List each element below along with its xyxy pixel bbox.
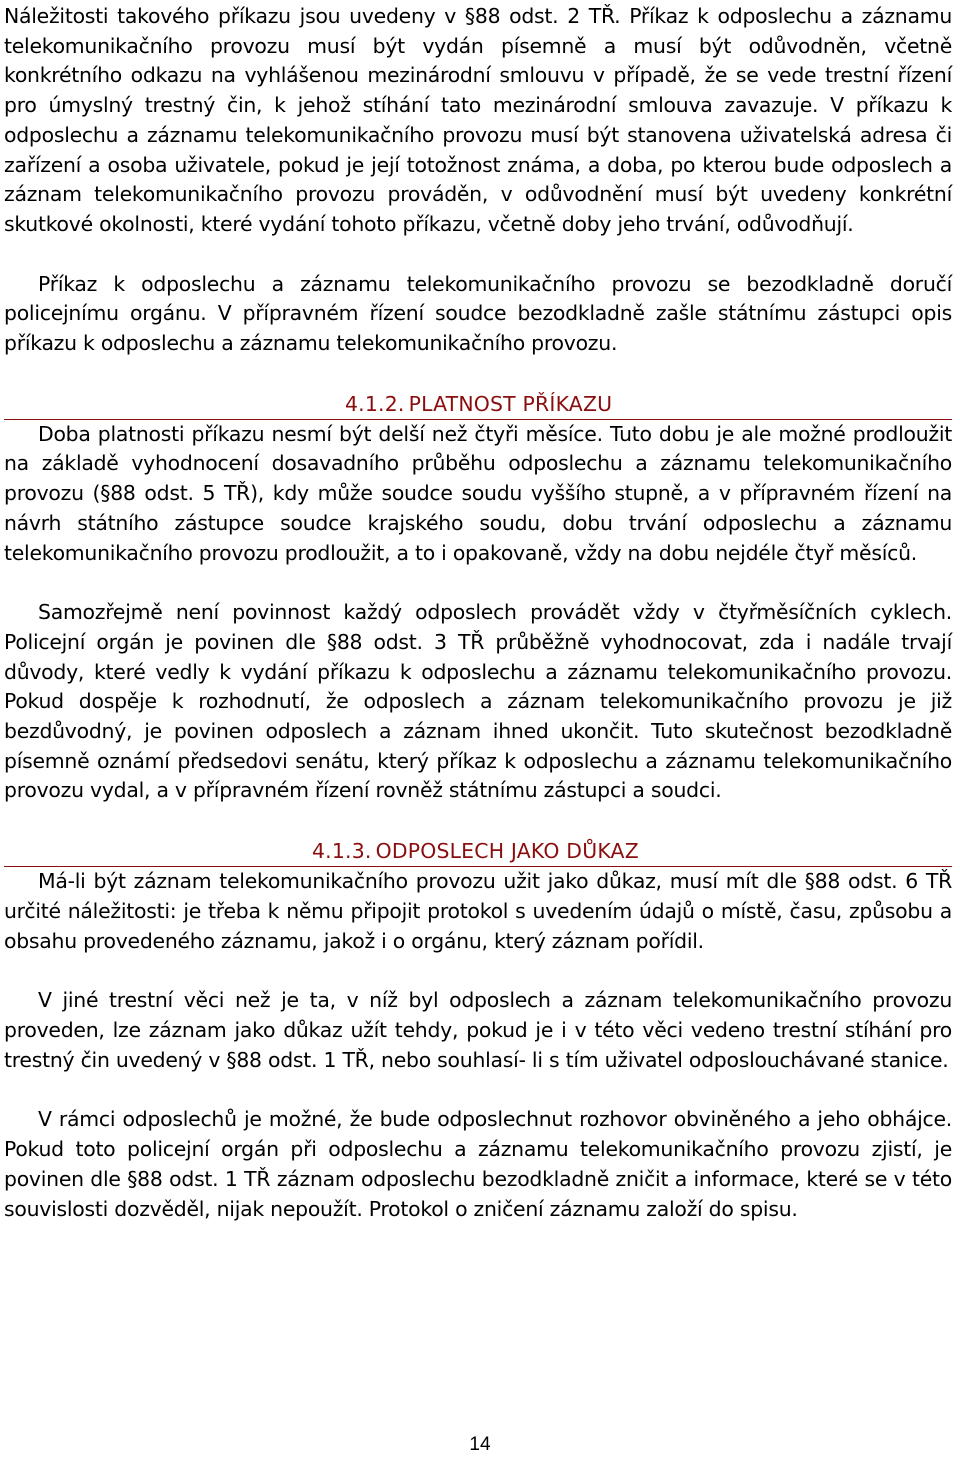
heading-title: PLATNOST PŘÍKAZU (408, 391, 613, 416)
paragraph-text: Doba platnosti příkazu nesmí být delší než čtyři měsíce. Tuto dobu je ale možné prodloužit na základě vyhodnocení dosavadního průběhu odposlechu a záznamu telekomunikačního provozu (§88 odst. 5 TŘ), kdy může soudce soudu vyššího stupně, a v přípravném řízení na návrh státního zástupce soudce krajského soudu, dobu trvání odposlechu a záznamu telekomunikačního provozu prodloužit, a to i opakovaně, vždy na dobu nejdéle čtyř měsíců. (4, 421, 952, 565)
page-number: 14 (469, 1434, 491, 1455)
paragraph-text: V rámci odposlechů je možné, že bude odposlechnut rozhovor obviněného a jeho obhájce. Pokud toto policejní orgán při odposlechu a záznamu telekomunikačního provozu zjistí, je povinen dle §88 odst. 1 TŘ záznam odposlechu bezodkladně zničit a informace, které se v této souvislosti dozvěděl, nijak nepoužít. Protokol o zničení záznamu založí do spisu. (4, 1107, 952, 1221)
paragraph-text: V jiné trestní věci než je ta, v níž byl odposlech a záznam telekomunikačního provozu proveden, lze záznam jako důkaz užít tehdy, pokud je i v této věci vedeno trestní stíhání pro trestný čin uvedený v §88 odst. 1 TŘ, nebo souhlasí- li s tím uživatel odposlouchávané stanice. (4, 988, 952, 1072)
spacer (4, 568, 952, 598)
paragraph-evaluation (4, 598, 952, 806)
heading-text (312, 836, 639, 866)
heading-title: ODPOSLECH JAKO DŮKAZ (375, 839, 639, 864)
paragraph-validity (4, 420, 952, 569)
paragraph-evidence (4, 867, 952, 956)
document-page (4, 0, 952, 1224)
heading-text (345, 389, 612, 419)
paragraph-part: V příkazu k odposlechu a záznamu telekomunikačního provozu musí být stanovena uživatelská adresa či zařízení a osoba uživatele, pokud je její totožnost známa, a doba, po kterou bude odposlech a záznam telekomunikačního provozu prováděn, v odůvodnění musí být uvedeny konkrétní skutkové okolnosti, které vydání tohoto příkazu, včetně doby jeho trvání, odůvodňují. (4, 93, 952, 236)
section-heading-platnost (4, 389, 952, 420)
spacer (4, 359, 952, 389)
paragraph-part: Náležitosti takového příkazu jsou uvedeny v §88 odst. 2 TŘ. Příkaz k odposlechu a záznamu telekomunikačního provozu musí být vydán písemně a musí být odůvodněn, včetně konkrétního odkazu na vyhlášenou mezinárodní smlouvu v případě, že se vede trestní řízení pro úmyslný trestný čin, k jehož stíhání tato mezinárodní smlouva zavazuje. (4, 4, 952, 118)
section-heading-dukaz (4, 836, 952, 867)
heading-number: 4.1.2. (345, 391, 405, 416)
spacer (4, 1075, 952, 1105)
paragraph-text: Samozřejmě není povinnost každý odposlech provádět vždy v čtyřměsíčních cyklech. Policejní orgán je povinen dle §88 odst. 3 TŘ průběžně vyhodnocovat, zda i nadále trvají důvody, které vedly k vydání příkazu k odposlechu a záznamu telekomunikačního provozu. Pokud dospěje k rozhodnutí, že odposlech a záznam telekomunikačního provozu je již bezdůvodný, je povinen odposlech a záznam ihned ukončit. Tuto skutečnost bezodkladně písemně oznámí předsedovi senátu, který příkaz k odposlechu a záznamu telekomunikačního provozu vydal, a v přípravném řízení rovněž státnímu zástupci a soudci. (4, 600, 952, 803)
spacer (4, 240, 952, 270)
paragraph-delivery (4, 270, 952, 359)
paragraph-defense-counsel (4, 1105, 952, 1224)
paragraph-text: Příkaz k odposlechu a záznamu telekomunikačního provozu se bezodkladně doručí policejnímu orgánu. V přípravném řízení soudce bezodkladně zašle státnímu zástupci opis příkazu k odposlechu a záznamu telekomunikačního provozu. (4, 271, 952, 356)
paragraph-warrant-requirements (4, 2, 952, 240)
spacer (4, 806, 952, 836)
paragraph-other-matter (4, 986, 952, 1075)
heading-number: 4.1.3. (312, 839, 372, 864)
spacer (4, 956, 952, 986)
paragraph-text: Má-li být záznam telekomunikačního provozu užit jako důkaz, musí mít dle §88 odst. 6 TŘ určité náležitosti: je třeba k němu připojit protokol s uvedením údajů o místě, času, způsobu a obsahu provedeného záznamu, jakož i o orgánu, který záznam pořídil. (4, 869, 952, 953)
